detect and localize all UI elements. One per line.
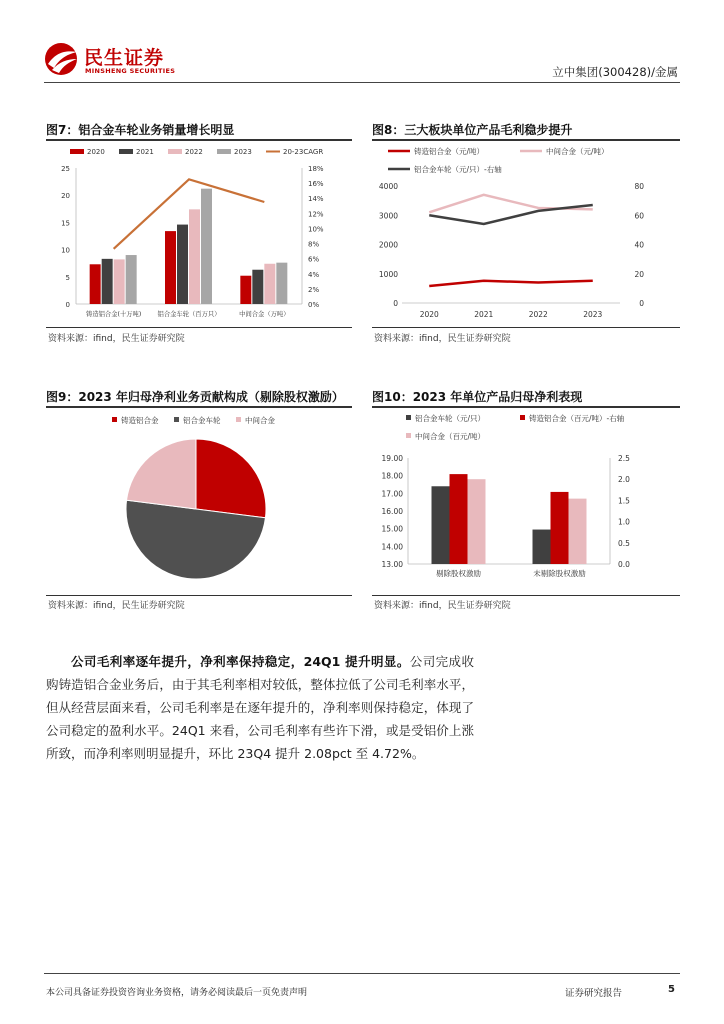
y-right-tick-label: 2.5 [618,454,630,463]
figure-10-source: 资料来源：ifind，民生证券研究院 [374,601,511,611]
series-line-0 [429,281,593,286]
legend-swatch-2022 [168,149,182,154]
y-left-tick-label: 5 [65,273,70,282]
legend-label-0: 铸造铝合金 [121,416,159,425]
legend-swatch-2 [406,433,411,438]
y-right-tick-label: 0.5 [618,538,630,548]
legend-swatch-2023 [217,149,231,154]
legend-swatch-2021 [119,149,133,154]
y-right-tick-label: 2.0 [618,475,630,485]
bar-1-1 [551,492,569,564]
series-line-1 [429,195,593,213]
y-right-tick-label: 18% [308,165,324,173]
legend-label-0: 铝合金车轮（元/只） [415,414,486,423]
legend-label-1: 铸造铝合金（百元/吨）-右轴 [529,414,625,423]
bar-2020-0 [90,264,101,304]
minsheng-logo-icon [44,42,80,76]
legend-label-1: 中间合金（元/吨） [546,147,609,156]
y-left-tick-label: 4000 [378,182,398,191]
figure-7-chart [46,142,352,326]
y-right-tick-label: 40 [634,240,644,250]
bar-2023-1 [201,189,212,304]
legend-label-1: 铝合金车轮 [183,416,221,425]
figure-9-source: 资料来源：ifind，民生证券研究院 [48,601,185,611]
x-tick-label: 2021 [474,310,494,319]
figure-9-title: 图9：2023 年归母净利业务贡献构成（剔除股权激励） [46,390,344,404]
figure-8-title-rule [372,139,680,141]
figure-7-title-rule [46,139,352,141]
y-right-tick-label: 14% [308,195,324,204]
figure-10-title: 图10：2023 年单位产品归母净利表现 [372,390,583,404]
footer-report-type: 证券研究报告 [565,988,623,999]
y-right-tick-label: 80 [634,182,644,191]
x-category-label: 未剔除股权激励 [533,569,586,578]
y-left-tick-label: 18.00 [381,471,403,481]
y-left-tick-label: 3000 [378,211,398,221]
legend-swatch-2020 [70,149,84,154]
figure-7-bottom-rule [46,327,352,328]
bar-0-0 [432,486,450,564]
bar-2022-1 [189,209,200,304]
bar-1-0 [450,474,468,564]
brand-name-cn: 民生证券 [84,47,165,69]
figure-8-bottom-rule [372,327,680,328]
figure-9-bottom-rule [46,595,352,596]
legend-swatch-0 [406,415,411,420]
y-left-tick-label: 16.00 [381,507,403,516]
y-right-tick-label: 1.5 [618,496,630,506]
figure-9-chart [46,408,352,594]
figure-8-chart [372,142,680,326]
y-left-tick-label: 0 [65,301,70,309]
legend-label-2: 中间合金（百元/吨） [415,432,486,441]
y-right-tick-label: 12% [308,210,324,219]
y-right-tick-label: 6% [308,255,320,264]
bar-2-1 [569,499,587,564]
legend-label-0: 铸造铝合金（元/吨） [414,147,485,156]
y-right-tick-label: 1.0 [618,517,630,527]
legend-swatch-0 [112,417,117,422]
y-right-tick-label: 8% [308,240,320,249]
bar-2022-2 [264,264,275,304]
brand-name-en: MINSHENG SECURITIES [85,67,176,75]
page-number: 5 [668,984,675,995]
x-category-label: 中间合金（万吨） [239,311,290,318]
bar-2021-2 [252,270,263,304]
y-left-tick-label: 15 [61,219,70,228]
pie-slice-0 [196,439,266,518]
y-right-tick-label: 2% [308,285,320,294]
pie-slice-2 [127,439,196,509]
x-category-label: 铝合金车轮（百万只） [157,311,221,318]
bar-2020-2 [240,276,251,304]
legend-label-2023: 2023 [234,148,252,156]
bar-2023-2 [276,263,287,304]
bar-2020-1 [165,231,176,304]
y-left-tick-label: 10 [61,246,70,255]
legend-swatch-2 [236,417,241,422]
y-right-tick-label: 4% [308,270,320,279]
y-left-tick-label: 2000 [378,240,398,250]
bar-2-0 [468,479,486,564]
series-line-2 [429,205,593,224]
body-paragraph [46,650,474,765]
bar-2021-0 [102,259,113,304]
x-tick-label: 2023 [583,310,603,319]
y-right-tick-label: 0.0 [618,560,630,569]
x-tick-label: 2022 [528,310,548,319]
y-left-tick-label: 17.00 [381,489,403,499]
legend-label-2021: 2021 [136,148,154,156]
y-left-tick-label: 25 [61,165,70,173]
figure-7-title: 图7：铝合金车轮业务销量增长明显 [46,123,235,137]
footer-disclaimer: 本公司具备证券投资咨询业务资格，请务必阅读最后一页免责声明 [46,988,308,998]
y-left-tick-label: 1000 [378,269,398,279]
y-right-tick-label: 10% [308,225,324,234]
body-paragraph-lead: 公司毛利率逐年提升，净利率保持稳定，24Q1 提升明显。 [71,654,410,669]
body-paragraph-text: 公司完成收购铸造铝合金业务后，由于其毛利率相对较低，整体拉低了公司毛利率水平，但从经营层面来看，公司毛利率是在逐年提升的，净利率则保持稳定，体现了公司稳定的盈利水平。24Q1 来看，公司毛利率有些许下滑，或是受铝价上涨所致，而净利率则明显提升，环比 23Q4 提升 2.08pct 至 4.72%。 [46,654,474,761]
legend-label-2020: 2020 [87,148,105,156]
figure-10-chart [372,408,680,594]
figure-8-title: 图8：三大板块单位产品毛利稳步提升 [372,123,573,137]
header-company-ticker: 立中集团(300428)/金属 [552,65,678,79]
figure-7-source: 资料来源：ifind，民生证券研究院 [48,334,185,344]
y-left-tick-label: 20 [61,192,70,201]
bar-2022-0 [114,259,125,304]
y-right-tick-label: 0% [308,301,320,309]
y-right-tick-label: 60 [634,211,644,221]
y-right-tick-label: 20 [634,269,644,279]
y-right-tick-label: 16% [308,180,324,189]
y-left-tick-label: 19.00 [381,454,403,463]
y-left-tick-label: 14.00 [381,542,403,552]
legend-swatch-1 [520,415,525,420]
legend-label-2022: 2022 [185,148,203,156]
x-category-label: 剔除股权激励 [436,569,481,578]
x-category-label: 铸造铝合金(十万吨) [86,311,142,318]
legend-swatch-1 [174,417,179,422]
bar-2021-1 [177,225,188,304]
figure-10-bottom-rule [372,595,680,596]
y-left-tick-label: 13.00 [381,560,403,569]
x-tick-label: 2020 [419,310,439,319]
header-divider [44,82,680,83]
figure-8-source: 资料来源：ifind，民生证券研究院 [374,334,511,344]
footer-divider [44,973,680,974]
bar-0-1 [533,530,551,564]
bar-2023-0 [126,255,137,304]
legend-label-2: 中间合金 [245,416,275,425]
legend-label-2: 铝合金车轮（元/只）-右轴 [414,165,502,174]
y-right-tick-label: 0 [639,299,644,308]
legend-label-20-23CAGR: 20-23CAGR [283,148,324,156]
y-left-tick-label: 0 [393,299,398,308]
y-left-tick-label: 15.00 [381,524,403,534]
